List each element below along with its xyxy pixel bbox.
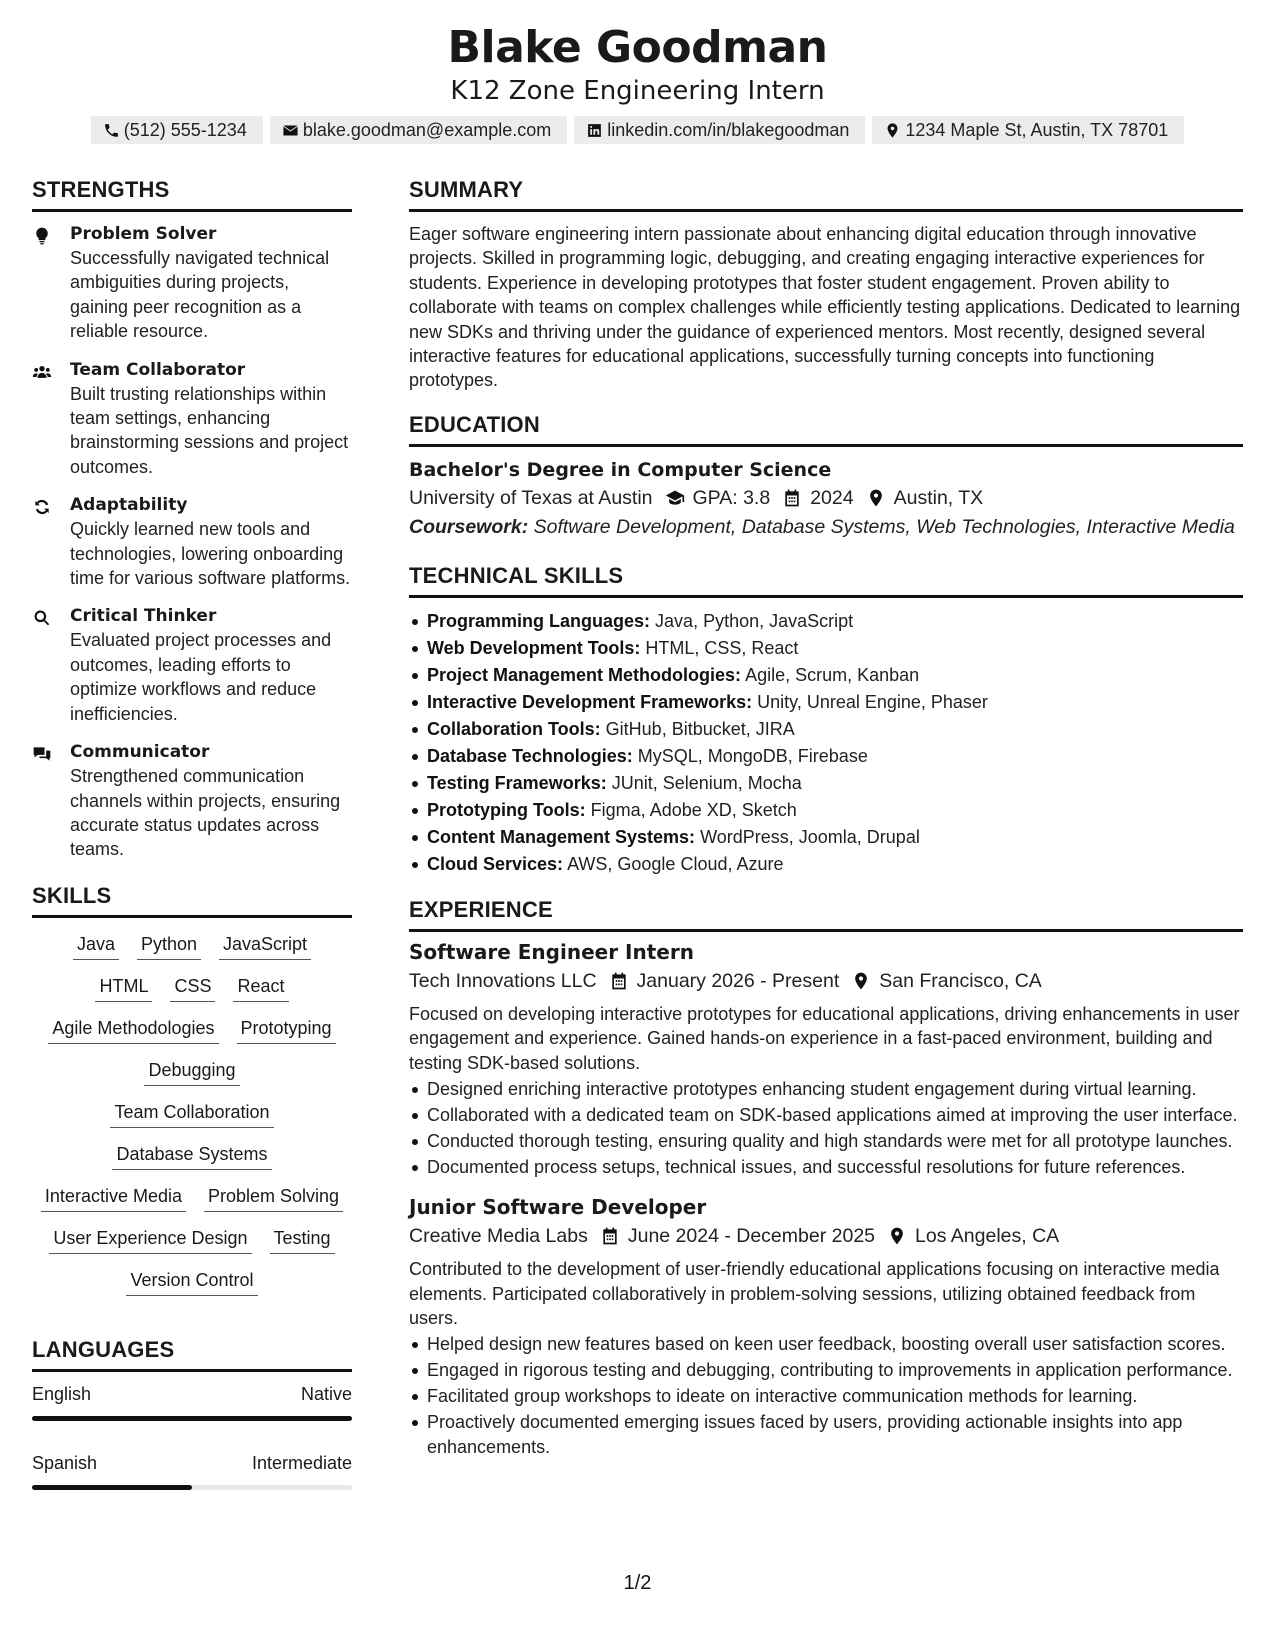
education-location: Austin, TX bbox=[893, 486, 984, 509]
education-meta bbox=[409, 483, 1243, 513]
skill-tag: Version Control bbox=[126, 1268, 257, 1296]
map-pin-icon bbox=[887, 1226, 907, 1246]
strength-item bbox=[32, 358, 352, 480]
page-number: 1/2 bbox=[623, 1572, 652, 1594]
education-coursework bbox=[409, 515, 1243, 540]
skill-tag: Database Systems bbox=[112, 1142, 271, 1170]
strength-item bbox=[32, 740, 352, 862]
calendar-icon bbox=[600, 1226, 620, 1246]
candidate-name: Blake Goodman bbox=[447, 22, 828, 73]
language-level: Native bbox=[300, 1383, 352, 1404]
education-heading: EDUCATION bbox=[409, 411, 1243, 447]
language-proficiency-fill bbox=[32, 1485, 192, 1490]
summary-text: Eager software engineering intern passionate about enhancing digital education through innovative projects. Skilled in programming logic, debugging, and creating engaging interactive experiences for students. Experience in developing prototypes that foster student engagement. Proven ability to collaborate with teams on complex challenges while efficiently testing applications. Dedicated to learning new SDKs and thriving under the guidance of experienced mentors. Most recently, designed several interactive features for educational applications, successfully turning concepts into functioning prototypes. bbox=[409, 224, 1241, 391]
job-location: San Francisco, CA bbox=[879, 969, 1042, 992]
list-item: Proactively documented emerging issues faced by users, providing actionable insights into app enhancements. bbox=[409, 1410, 1243, 1459]
strength-title: Team Collaborator bbox=[70, 359, 246, 380]
job-location: Los Angeles, CA bbox=[915, 1225, 1060, 1248]
coursework-list: Software Development, Database Systems, Web Technologies, Interactive Media bbox=[533, 515, 1235, 538]
job-entry bbox=[409, 1193, 1243, 1459]
sync-icon bbox=[32, 497, 52, 517]
education-degree: Bachelor's Degree in Computer Science bbox=[409, 458, 832, 481]
users-icon bbox=[32, 362, 52, 382]
language-name: Spanish bbox=[32, 1452, 98, 1473]
strength-item bbox=[32, 222, 352, 344]
strength-item bbox=[32, 604, 352, 726]
strengths-heading: STRENGTHS bbox=[32, 176, 352, 212]
job-description: Focused on developing interactive prototypes for educational applications, driving enhancements in user engagement and experience. Gained hands-on experience in a fast-paced environment, building and testing SDK-based solutions. bbox=[409, 1003, 1240, 1073]
job-title: Junior Software Developer bbox=[409, 1195, 707, 1220]
strength-item bbox=[32, 493, 352, 590]
list-item: Web Development Tools: HTML, CSS, React bbox=[409, 635, 1243, 662]
strength-desc: Built trusting relationships within team settings, enhancing brainstorming sessions and project outcomes. bbox=[70, 383, 349, 477]
contact-email[interactable] bbox=[270, 116, 567, 144]
list-item: Collaboration Tools: GitHub, Bitbucket, JIRA bbox=[409, 716, 1243, 743]
phone-icon bbox=[103, 122, 120, 139]
language-proficiency-bar bbox=[32, 1485, 352, 1490]
contact-phone-text: (512) 555-1234 bbox=[123, 119, 247, 140]
summary-heading: SUMMARY bbox=[409, 176, 1243, 212]
list-item: Project Management Methodologies: Agile, Scrum, Kanban bbox=[409, 662, 1243, 689]
skill-tag: Problem Solving bbox=[204, 1184, 343, 1212]
skill-tag: JavaScript bbox=[219, 932, 311, 960]
job-entry bbox=[409, 938, 1243, 1179]
contact-address-text: 1234 Maple St, Austin, TX 78701 bbox=[905, 119, 1169, 140]
skill-tag: Team Collaboration bbox=[110, 1100, 273, 1128]
contact-phone[interactable] bbox=[91, 116, 263, 144]
strength-desc: Quickly learned new tools and technologies, lowering onboarding time for various software platforms. bbox=[70, 519, 351, 589]
language-item bbox=[32, 1451, 352, 1490]
coursework-label: Coursework: bbox=[409, 515, 529, 538]
list-item: Database Technologies: MySQL, MongoDB, Firebase bbox=[409, 743, 1243, 770]
strength-desc: Strengthened communication channels within projects, ensuring accurate status updates across teams. bbox=[70, 766, 341, 860]
technical-skills-list bbox=[409, 608, 1243, 878]
language-proficiency-bar bbox=[32, 1416, 352, 1421]
skill-tag: Java bbox=[73, 932, 119, 960]
map-pin-icon bbox=[884, 122, 901, 139]
skill-tag: Interactive Media bbox=[41, 1184, 186, 1212]
technical-skills-heading: TECHNICAL SKILLS bbox=[409, 562, 1243, 598]
contact-bar bbox=[0, 116, 1275, 144]
list-item: Prototyping Tools: Figma, Adobe XD, Sketch bbox=[409, 797, 1243, 824]
skill-tag: Agile Methodologies bbox=[48, 1016, 218, 1044]
contact-email-text: blake.goodman@example.com bbox=[302, 119, 552, 140]
language-proficiency-fill bbox=[32, 1416, 352, 1421]
job-company: Tech Innovations LLC bbox=[409, 969, 597, 992]
list-item: Designed enriching interactive prototypes enhancing student engagement during virtual learning. bbox=[409, 1077, 1243, 1101]
left-column bbox=[32, 176, 352, 1490]
list-item: Cloud Services: AWS, Google Cloud, Azure bbox=[409, 851, 1243, 878]
job-meta bbox=[409, 966, 1243, 996]
strength-desc: Evaluated project processes and outcomes, leading efforts to optimize workflows and reduce inefficiencies. bbox=[70, 630, 332, 724]
list-item: Content Management Systems: WordPress, Joomla, Drupal bbox=[409, 824, 1243, 851]
calendar-icon bbox=[782, 488, 802, 508]
list-item: Engaged in rigorous testing and debugging, contributing to improvements in application performance. bbox=[409, 1358, 1243, 1382]
lightbulb-icon bbox=[32, 226, 52, 246]
job-title: Software Engineer Intern bbox=[409, 939, 694, 964]
language-level: Intermediate bbox=[251, 1452, 352, 1473]
list-item: Interactive Development Frameworks: Unity, Unreal Engine, Phaser bbox=[409, 689, 1243, 716]
language-item bbox=[32, 1382, 352, 1421]
search-icon bbox=[32, 608, 52, 628]
education-gpa: GPA: 3.8 bbox=[692, 486, 771, 509]
language-name: English bbox=[32, 1383, 92, 1404]
skill-tag: Python bbox=[137, 932, 201, 960]
strength-title: Critical Thinker bbox=[70, 606, 217, 627]
job-company: Creative Media Labs bbox=[409, 1225, 588, 1248]
skills-heading: SKILLS bbox=[32, 882, 352, 918]
education-school: University of Texas at Austin bbox=[409, 486, 653, 509]
map-pin-icon bbox=[866, 488, 886, 508]
experience-heading: EXPERIENCE bbox=[409, 896, 1243, 932]
calendar-icon bbox=[609, 971, 629, 991]
map-pin-icon bbox=[851, 971, 871, 991]
skill-tag: CSS bbox=[170, 974, 215, 1002]
skill-tag: HTML bbox=[95, 974, 152, 1002]
languages-heading: LANGUAGES bbox=[32, 1336, 352, 1372]
list-item: Programming Languages: Java, Python, JavaScript bbox=[409, 608, 1243, 635]
job-bullets bbox=[409, 1077, 1243, 1179]
strength-title: Problem Solver bbox=[70, 224, 217, 244]
strength-desc: Successfully navigated technical ambiguities during projects, gaining peer recognition as a reliable resource. bbox=[70, 248, 330, 342]
job-bullets bbox=[409, 1332, 1243, 1459]
strength-title: Communicator bbox=[70, 742, 210, 763]
job-description: Contributed to the development of user-friendly educational applications focusing on interactive media elements. Participated collaboratively in problem-solving sessions, utilizing obtained feedback from users. bbox=[409, 1259, 1220, 1328]
list-item: Facilitated group workshops to ideate on interactive communication methods for learning. bbox=[409, 1384, 1243, 1408]
job-meta bbox=[409, 1221, 1243, 1251]
contact-address bbox=[872, 116, 1184, 144]
envelope-icon bbox=[282, 122, 299, 139]
graduation-cap-icon bbox=[665, 488, 685, 508]
education-year: 2024 bbox=[810, 486, 854, 509]
skill-tag: React bbox=[233, 974, 288, 1002]
skill-tag: User Experience Design bbox=[49, 1226, 251, 1254]
list-item: Documented process setups, technical issues, and successful resolutions for future references. bbox=[409, 1155, 1243, 1179]
list-item: Testing Frameworks: JUnit, Selenium, Mocha bbox=[409, 770, 1243, 797]
resume-header bbox=[0, 22, 1275, 144]
linkedin-icon bbox=[586, 122, 603, 139]
skill-tag: Prototyping bbox=[237, 1016, 336, 1044]
job-dates: January 2026 - Present bbox=[636, 969, 840, 992]
skill-tag: Debugging bbox=[144, 1058, 239, 1086]
skills-list bbox=[32, 928, 352, 1296]
list-item: Helped design new features based on keen user feedback, boosting overall user satisfaction scores. bbox=[409, 1332, 1243, 1356]
contact-linkedin-text: linkedin.com/in/blakegoodman bbox=[607, 119, 850, 140]
candidate-role: K12 Zone Engineering Intern bbox=[450, 76, 825, 106]
strength-title: Adaptability bbox=[70, 495, 188, 516]
list-item: Collaborated with a dedicated team on SDK-based applications aimed at improving the user interface. bbox=[409, 1103, 1243, 1127]
list-item: Conducted thorough testing, ensuring quality and high standards were met for all prototype launches. bbox=[409, 1129, 1243, 1153]
job-dates: June 2024 - December 2025 bbox=[627, 1225, 876, 1248]
right-column bbox=[409, 176, 1243, 1473]
comments-icon bbox=[32, 744, 52, 764]
skill-tag: Testing bbox=[270, 1226, 335, 1254]
contact-linkedin[interactable] bbox=[574, 116, 865, 144]
